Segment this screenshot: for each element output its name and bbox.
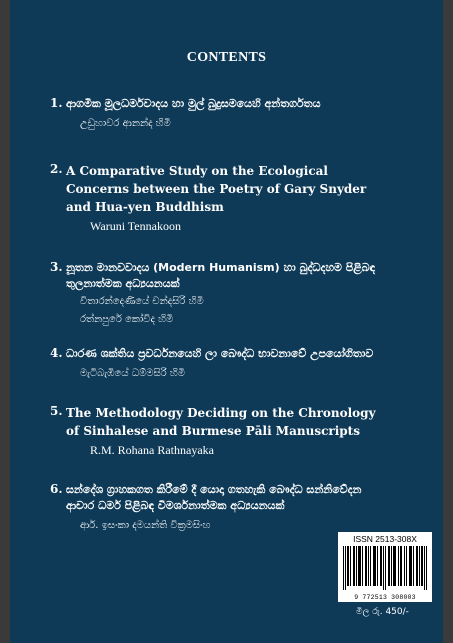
price-label: මිල රු. 450/- <box>356 607 409 617</box>
entry-number: 1. <box>50 96 63 110</box>
entry-title-line: The Methodology Deciding on the Chronology <box>66 406 376 420</box>
entry-number: 3. <box>50 260 63 274</box>
entry-author: රත්නපුරේ කෝවිද හිමි <box>80 314 174 325</box>
contents-entry-6 <box>50 482 420 534</box>
entry-number: 5. <box>50 404 63 418</box>
entry-author: ආර්. ඉසංකා දමයන්ති වික්‍රමසිංහ <box>80 520 211 531</box>
entry-title-line: ආචාර ධර්ම පිළිබඳ විමර්ශනාත්මක අධ්‍යයනයක් <box>66 499 285 512</box>
entry-title: ධාරණ ශක්තිය ප්‍රවර්ධනයෙහි ලා බෞද්ධ භාවනාවේ උපයෝගිතාව <box>66 347 374 360</box>
entry-author: මැටිබැඹියේ ධම්මසිරි හිමි <box>80 368 185 379</box>
entry-author: උඩුහාවර ආනන්ද හිමි <box>80 118 171 129</box>
entry-title-line: තුලනාත්මක අධ්‍යයනයක් <box>66 277 180 290</box>
entry-title-line: A Comparative Study on the Ecological <box>66 164 328 178</box>
contents-entry-5 <box>50 404 420 458</box>
contents-heading: CONTENTS <box>186 50 267 65</box>
contents-entry-1 <box>50 96 420 132</box>
contents-entry-3 <box>50 260 420 328</box>
back-cover <box>10 0 443 643</box>
issn-barcode <box>338 532 432 602</box>
entry-title-line: and Hua-yen Buddhism <box>66 200 224 214</box>
entry-author: විතාරන්දෙණියේ චන්දසිරි හිමි <box>80 296 204 307</box>
issn-label: ISSN 2513-308X <box>353 534 417 544</box>
contents-entry-4 <box>50 346 420 382</box>
entry-title-line: නූතන මානවවාදය (Modern Humanism) හා බුද්ධදහම පිළිබඳ <box>66 261 376 274</box>
entry-number: 6. <box>50 482 63 496</box>
entry-title-line: සන්දේශ ග්‍රාහකගත කිරීමේ දී යොදා ගතහැකි බෞද්ධ සන්නිවේදන <box>66 483 362 496</box>
entry-title-line: of Sinhalese and Burmese Pāli Manuscripts <box>66 424 360 438</box>
entry-number: 4. <box>50 346 63 360</box>
entry-author: Waruni Tennakoon <box>90 219 181 233</box>
issn-digits: 9 772513 308003 <box>354 594 416 601</box>
contents-entry-2 <box>50 162 420 234</box>
barcode-icon <box>343 546 427 590</box>
entry-author: R.M. Rohana Rathnayaka <box>90 443 214 457</box>
entry-title-line: Concerns between the Poetry of Gary Snyder <box>66 182 367 196</box>
entry-title: ආගමික මූලධර්මවාදය හා මුල් බුදුසමයෙහි අන්තර්ගතය <box>66 97 321 110</box>
entry-number: 2. <box>50 162 63 176</box>
